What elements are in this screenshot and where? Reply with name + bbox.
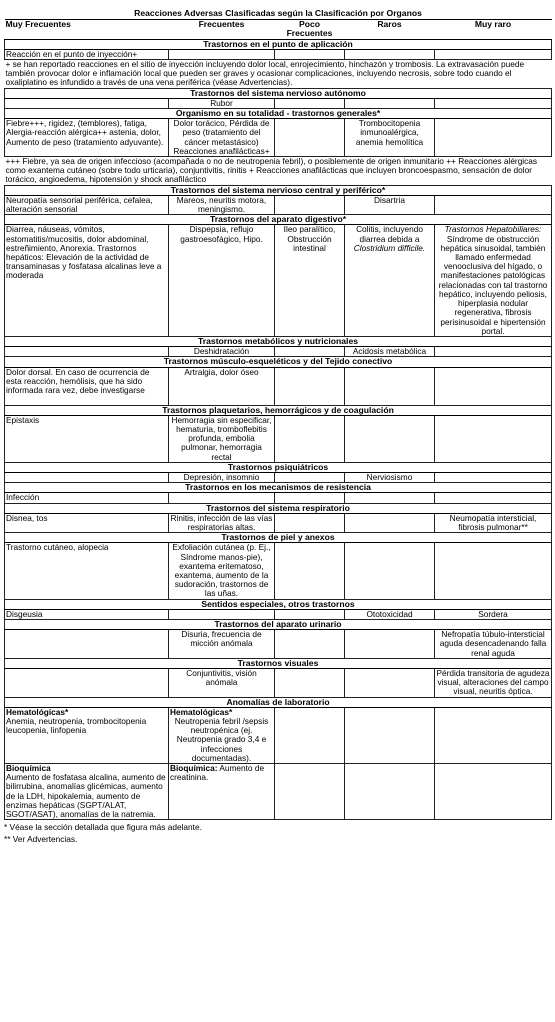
cell-frecuentes: Hemorragia sin especificar, hematuria, tromboflebitis profunda, embolia pulmonar, hemorragia rectal (169, 415, 275, 462)
cell-frecuentes: Dispepsia, reflujo gastroesofágico, Hipo. (169, 225, 275, 336)
cell-frecuentes: Artralgia, dolor óseo (169, 367, 275, 405)
cell-muy-raro: Sordera (435, 609, 552, 619)
cell-frecuentes: Mareos, neuritis motora, meningismo. (169, 195, 275, 214)
col-header-muy-frecuentes: Muy Frecuentes (5, 20, 169, 39)
col-header-muy-raro: Muy raro (435, 20, 552, 39)
section-title: Trastornos metabólicos y nutricionales (5, 336, 552, 346)
table-title: Reacciones Adversas Clasificadas según la Clasificación por Organos (5, 8, 552, 20)
section-title: Trastornos del aparato digestivo* (5, 215, 552, 225)
cell-frecuentes: Rubor (169, 98, 275, 108)
cell-frecuentes: Deshidratación (169, 347, 275, 357)
cell-muy-frecuentes: Disgeusia (5, 609, 169, 619)
raros-italic: Clostridium difficile. (353, 242, 426, 253)
section-title: Organismo en su totalidad - trastornos generales* (5, 109, 552, 119)
section-title: Trastornos en los mecanismos de resistencia (5, 483, 552, 493)
col-header-poco-frecuentes: Poco Frecuentes (275, 20, 345, 39)
hematologicas-text: Anemia, neutropenia, trombocitopenia leucopenia, linfopenia (6, 716, 147, 736)
cell-raros: Ototoxicidad (345, 609, 435, 619)
adverse-reactions-document (4, 0, 551, 845)
cell-raros (345, 225, 435, 336)
cell-muy-raro: Neumopatía intersticial, fibrosis pulmonar** (435, 513, 552, 532)
cell-muy-frecuentes: Diarrea, náuseas, vómitos, estomatitis/mucositis, dolor abdominal, estreñimiento, Anorexia. Trastornos hepáticos: Elevación de la actividad de transaminasas y fosfatasa alcalinas leve a moderada (5, 225, 169, 336)
cell-raros: Nerviosismo (345, 472, 435, 482)
cell-muy-frecuentes: Disnea, tos (5, 513, 169, 532)
section-title: Trastornos visuales (5, 658, 552, 668)
bioquimica-heading: Bioquímica (6, 763, 51, 774)
cell-raros: Trombocitopenia inmunoalérgica, anemia hemolítica (345, 119, 435, 157)
footnote: * Véase la sección detallada que figura más adelante. (4, 822, 202, 833)
bioquimica-frec-text: Aumento de creatinina. (170, 763, 265, 783)
cell-raros: Acidosis metabólica (345, 347, 435, 357)
section-title: Trastornos del aparato urinario (5, 619, 552, 629)
cell-hematologicas (5, 707, 169, 763)
col-header-frecuentes: Frecuentes (169, 20, 275, 39)
section-title: Trastornos plaquetarios, hemorrágicos y de coagulación (5, 405, 552, 415)
cell-muy-frecuentes: Neuropatía sensorial periférica, cefalea, alteración sensorial (5, 195, 169, 214)
col-header-raros: Raros (345, 20, 435, 39)
section-title: Trastornos del sistema respiratorio (5, 503, 552, 513)
cell-muy-frecuentes: Epistaxis (5, 415, 169, 462)
footnotes (4, 822, 551, 845)
cell-muy-frecuentes: Infección (5, 493, 169, 503)
section-title: Trastornos del sistema nervioso autónomo (5, 88, 552, 98)
cell-hematologicas-frecuentes (169, 707, 275, 763)
cell-frecuentes: Depresión, insomnio (169, 472, 275, 482)
footnote: ** Ver Advertencias. (4, 833, 78, 844)
section-title: Trastornos psiquiátricos (5, 462, 552, 472)
cell-raros: Disartria (345, 195, 435, 214)
cell-frecuentes: Conjuntivitis, visión anómala (169, 669, 275, 698)
hematologicas-heading: Hematológicas* (6, 707, 69, 717)
cell-poco-frecuentes: Ileo paralítico, Obstrucción intestinal (275, 225, 345, 336)
bioquimica-frec-heading: Bioquímica: (170, 763, 218, 774)
hematologicas-frec-text: Neutropenia febril /sepsis neutropénica (ej. Neutropenia grado 3,4 e infecciones documentadas). (174, 716, 269, 763)
cell-frecuentes: Dolor torácico, Pérdida de peso (tratamiento del cáncer metastásico) Reacciones anafilácticas+ (169, 119, 275, 157)
section-title: Sentidos especiales, otros trastornos (5, 599, 552, 609)
section-title: Anomalías de laboratorio (5, 697, 552, 707)
cell-muy-frecuentes: Dolor dorsal. En caso de ocurrencia de esta reacción, hemólisis, que ha sido informada rara vez, debe investigarse (5, 367, 169, 405)
cell-bioquimica (5, 764, 169, 820)
muy-raro-text: Síndrome de obstrucción hepática sinusoidal, también llamado enfermedad venooclusiva del hígado, o manifestaciones patológicas relacionadas con tal trastorno hepático, incluyendo peliosis, hiperplasia nodular regenerativa, fibrosis perisinusoidal e hipertensión portal. (438, 233, 548, 336)
section-title: Trastornos músculo-esqueléticos y del Tejido conectivo (5, 357, 552, 367)
cell-frecuentes: Rinitis, infección de las vías respiratorias altas. (169, 513, 275, 532)
section-title: Trastornos en el punto de aplicación (5, 39, 552, 49)
cell-bioquimica-frecuentes (169, 764, 275, 820)
cell-frecuentes: Exfoliación cutánea (p. Ej., Síndrome manos-pie), exantema eritematoso, exantema, aumento de la sudoración, trastornos de las uñas. (169, 543, 275, 599)
cell-muy-raro: Nefropatía túbulo-intersticial aguda desencadenando falla renal aguda (435, 630, 552, 659)
section-note: +++ Fiebre, ya sea de origen infeccioso (acompañada o no de neutropenia febril), o posiblemente de origen inmunitario ++ Reacciones alérgicas como exantema cutáneo (sobre todo urticaria), conjuntivitis, rinitis + Reacciones anafilácticas que incluyen broncoespasmo, sensación de dolor torácico, angioedema, hipotensión y shock anafiláctico (5, 157, 552, 186)
section-title: Trastornos de piel y anexos (5, 533, 552, 543)
bioquimica-text: Aumento de fosfatasa alcalina, aumento de bilirrubina, anomalías glicémicas, aumento de la LDH, hipokalemia, aumento de enzimas hepáticas (SGPT/ALAT, SGOT/ASAT), anomalías de la natremia. (6, 772, 166, 820)
cell-muy-raro: Pérdida transitoria de agudeza visual, alteraciones del campo visual, neuritis óptica. (435, 669, 552, 698)
hematologicas-frec-heading: Hematológicas* (170, 707, 233, 717)
cell-frecuentes: Disuria, frecuencia de micción anómala (169, 630, 275, 659)
hepatobiliary-heading: Trastornos Hepatobiliares: (444, 224, 542, 235)
cell-muy-raro (435, 225, 552, 336)
section-title: Trastornos del sistema nervioso central y periférico* (5, 185, 552, 195)
cell-muy-frecuentes: Fiebre+++, rigidez, (temblores), fatiga, Alergia-reacción alérgica++ astenia, dolor, Aumento de peso (tratamiento adyuvante). (5, 119, 169, 157)
adverse-reactions-table (4, 8, 552, 820)
cell-muy-frecuentes: Reacción en el punto de inyección+ (5, 49, 169, 59)
section-note: + se han reportado reacciones en el sitio de inyección incluyendo dolor local, enrojecimiento, hinchazón y trombosis. La extravasación puede también provocar dolor e inflamación local que pueden ser graves y ocasionar complicaciones, incluyendo necrosis, sobre todo cuando el oxaliplatino es infundido a través de una vena periférica (véase Advertencias). (5, 60, 552, 89)
cell-muy-frecuentes: Trastorno cutáneo, alopecia (5, 543, 169, 599)
raros-text: Colitis, incluyendo diarrea debida a (356, 224, 423, 244)
